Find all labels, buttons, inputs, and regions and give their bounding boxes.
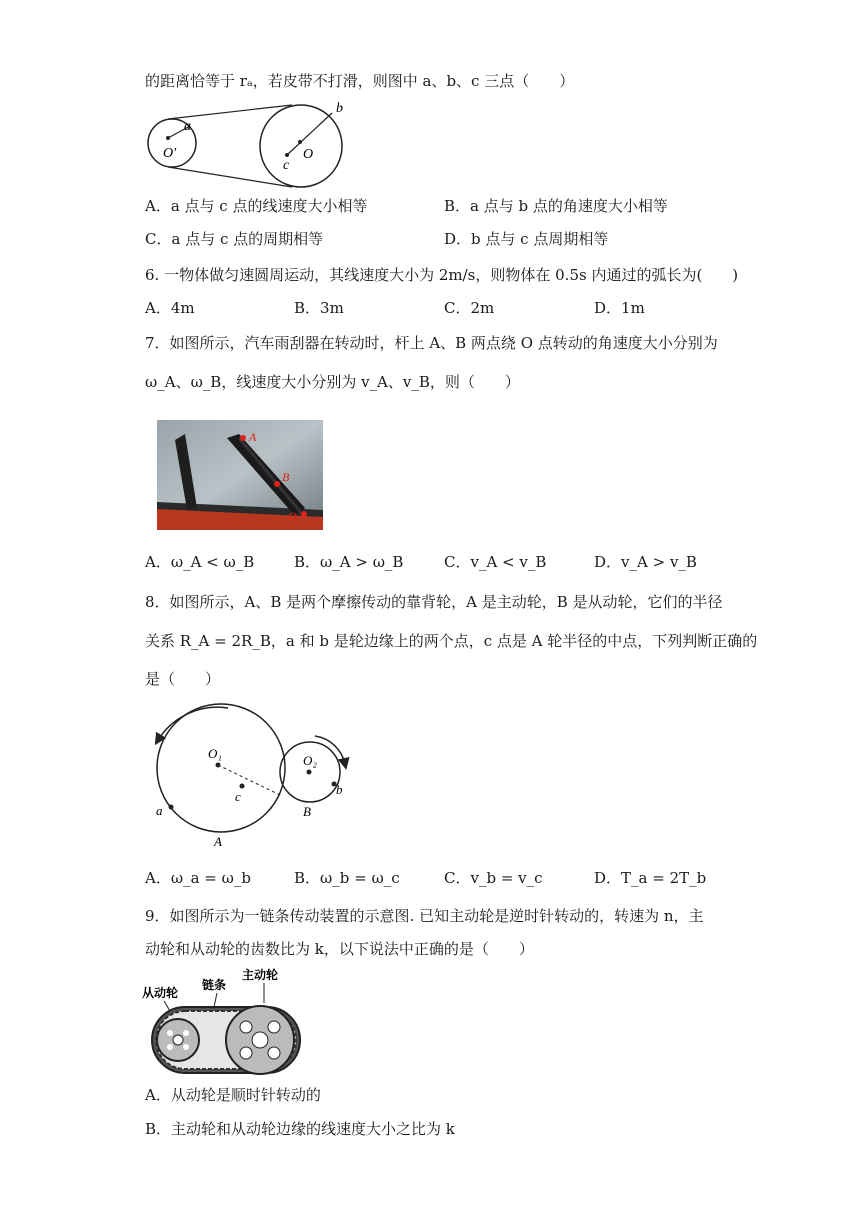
q8-stem-line1: 8．如图所示，A、B 是两个摩擦传动的靠背轮，A 是主动轮，B 是从动轮，它们的半径 — [145, 593, 723, 611]
q6-option-b: B．3m — [294, 299, 344, 317]
label-c: c — [283, 158, 290, 173]
label-b: b — [336, 782, 343, 797]
label-A: A — [249, 430, 257, 444]
q9-stem-line2: 动轮和从动轮的齿数比为 k，以下说法中正确的是（ ） — [145, 940, 534, 958]
q8-option-b: B．ω_b = ω_c — [294, 869, 400, 887]
label-a: a — [156, 803, 163, 818]
wheel-A — [157, 704, 285, 832]
label-Oprime: O′ — [163, 146, 177, 161]
q8-stem-line2: 关系 R_A = 2R_B，a 和 b 是轮边缘上的两个点，c 点是 A 轮半径的中点，下列判断正确的 — [145, 632, 758, 650]
q5-option-b: B．a 点与 b 点的角速度大小相等 — [444, 197, 668, 215]
q9-option-a: A．从动轮是顺时针转动的 — [145, 1086, 321, 1104]
label-driven: 从动轮 — [142, 986, 179, 1000]
q5-option-a: A．a 点与 c 点的线速度大小相等 — [145, 197, 368, 215]
q6-stem: 6. 一物体做匀速圆周运动，其线速度大小为 2m/s，则物体在 0.5s 内通过的弧长为( ) — [145, 266, 739, 284]
q8-friction-wheels-figure — [148, 700, 368, 850]
q7-option-c: C．v_A < v_B — [444, 553, 547, 571]
q7-stem-line1: 7．如图所示，汽车雨刮器在转动时，杆上 A、B 两点绕 O 点转动的角速度大小分别为 — [145, 334, 718, 352]
label-B: B — [303, 804, 311, 819]
label-A: A — [214, 834, 222, 849]
q7-option-b: B．ω_A > ω_B — [294, 553, 404, 571]
label-c: c — [235, 789, 241, 804]
q9-stem-line1: 9．如图所示为一链条传动装置的示意图. 已知主动轮是逆时针转动的，转速为 n，主 — [145, 907, 704, 925]
label-a: a — [184, 119, 191, 134]
q5-stem: 的距离恰等于 rₐ，若皮带不打滑，则图中 a、b、c 三点（ ） — [145, 72, 575, 90]
q8-option-c: C．v_b = v_c — [444, 869, 543, 887]
label-O2: O₂ — [303, 753, 317, 768]
q7-stem-line2: ω_A、ω_B，线速度大小分别为 v_A、v_B，则（ ） — [145, 373, 520, 391]
belt-top — [168, 105, 292, 119]
q9-option-b: B．主动轮和从动轮边缘的线速度大小之比为 k — [145, 1120, 455, 1138]
q6-option-c: C．2m — [444, 299, 495, 317]
q6-option-a: A．4m — [145, 299, 195, 317]
q5-belt-figure — [140, 100, 360, 190]
q7-option-a: A．ω_A < ω_B — [145, 553, 255, 571]
q7-wiper-photo — [157, 420, 323, 530]
q6-option-d: D．1m — [594, 299, 645, 317]
label-O1: O₁ — [208, 746, 222, 761]
q7-option-d: D．v_A > v_B — [594, 553, 697, 571]
large-pulley — [260, 105, 342, 187]
label-O: O — [288, 509, 297, 523]
label-B: B — [282, 470, 290, 484]
q5-option-c: C．a 点与 c 点的周期相等 — [145, 230, 324, 248]
label-b: b — [336, 101, 343, 116]
q8-option-d: D．T_a = 2T_b — [594, 869, 707, 887]
label-chain: 链条 — [202, 978, 227, 992]
q8-stem-line3: 是（ ） — [145, 670, 221, 688]
label-driver: 主动轮 — [242, 968, 279, 982]
q9-chain-drive-figure — [142, 965, 308, 1077]
label-O: O — [303, 147, 314, 162]
q8-option-a: A．ω_a = ω_b — [145, 869, 251, 887]
q5-option-d: D．b 点与 c 点周期相等 — [444, 230, 609, 248]
